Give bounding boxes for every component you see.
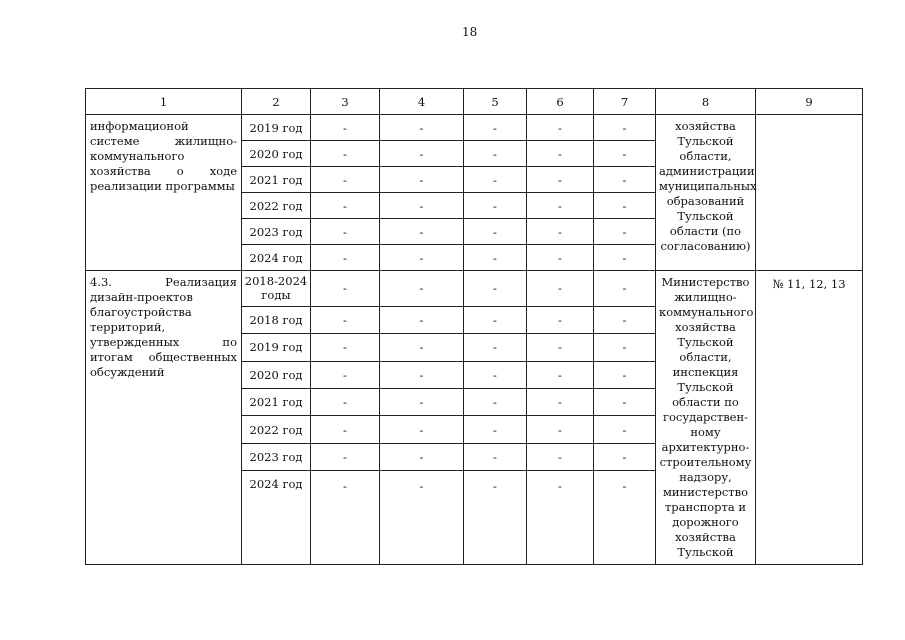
column-header: 8 — [656, 89, 756, 115]
column-header: 7 — [594, 89, 656, 115]
responsible-executors: Министерство жилищно-коммунального хозяйства Тульской области, инспекция Тульской области по государствен-ному архитектурно-строительному надзору, министерство транспорта и дорожного хозяйства Тульской — [656, 271, 756, 565]
year-cell: 2024 год — [242, 245, 311, 271]
value-cell: - — [311, 245, 380, 271]
value-cell: - — [311, 306, 380, 333]
program-table — [85, 88, 863, 565]
year-cell: 2019 год — [242, 115, 311, 141]
indicators-cell: № 11, 12, 13 — [756, 271, 863, 565]
value-cell: - — [311, 193, 380, 219]
value-cell: - — [380, 141, 464, 167]
responsible-executors: хозяйства Тульской области, администрации муниципальных образований Тульской области (по согласованию) — [656, 115, 756, 271]
column-header: 5 — [464, 89, 527, 115]
value-cell: - — [380, 193, 464, 219]
value-cell: - — [311, 361, 380, 388]
value-cell: - — [311, 443, 380, 470]
year-cell: 2022 год — [242, 416, 311, 443]
year-cell: 2020 год — [242, 141, 311, 167]
value-cell: - — [311, 416, 380, 443]
value-cell: - — [527, 167, 594, 193]
year-cell: 2018 год — [242, 306, 311, 333]
value-cell: - — [464, 193, 527, 219]
value-cell: - — [594, 416, 656, 443]
event-description: 4.3. Реализация дизайн-проектов благоустройства территорий, утвержденных по итогам общественных обсуждений — [86, 271, 242, 565]
year-cell: 2020 год — [242, 361, 311, 388]
value-cell: - — [380, 416, 464, 443]
table-row — [86, 271, 863, 307]
value-cell: - — [594, 334, 656, 361]
column-header: 2 — [242, 89, 311, 115]
value-cell: - — [464, 167, 527, 193]
value-cell: - — [594, 271, 656, 307]
value-cell: - — [464, 471, 527, 565]
value-cell: - — [464, 416, 527, 443]
value-cell: - — [464, 443, 527, 470]
value-cell: - — [311, 167, 380, 193]
column-header: 9 — [756, 89, 863, 115]
value-cell: - — [594, 471, 656, 565]
year-cell: 2018-2024 годы — [242, 271, 311, 307]
year-cell: 2023 год — [242, 219, 311, 245]
value-cell: - — [380, 471, 464, 565]
value-cell: - — [527, 115, 594, 141]
year-cell: 2024 год — [242, 471, 311, 565]
value-cell: - — [527, 245, 594, 271]
value-cell: - — [380, 271, 464, 307]
value-cell: - — [464, 271, 527, 307]
value-cell: - — [464, 141, 527, 167]
value-cell: - — [594, 361, 656, 388]
value-cell: - — [527, 361, 594, 388]
value-cell: - — [380, 306, 464, 333]
value-cell: - — [527, 193, 594, 219]
column-header: 1 — [86, 89, 242, 115]
value-cell: - — [527, 141, 594, 167]
value-cell: - — [527, 443, 594, 470]
value-cell: - — [527, 388, 594, 415]
value-cell: - — [594, 443, 656, 470]
value-cell: - — [527, 471, 594, 565]
value-cell: - — [311, 141, 380, 167]
value-cell: - — [594, 167, 656, 193]
value-cell: - — [594, 193, 656, 219]
value-cell: - — [594, 306, 656, 333]
value-cell: - — [594, 141, 656, 167]
value-cell: - — [380, 245, 464, 271]
value-cell: - — [527, 271, 594, 307]
value-cell: - — [464, 115, 527, 141]
value-cell: - — [311, 334, 380, 361]
value-cell: - — [464, 334, 527, 361]
value-cell: - — [594, 388, 656, 415]
value-cell: - — [311, 271, 380, 307]
value-cell: - — [527, 219, 594, 245]
year-cell: 2021 год — [242, 167, 311, 193]
value-cell: - — [380, 361, 464, 388]
year-cell: 2019 год — [242, 334, 311, 361]
header-row — [86, 89, 863, 115]
value-cell: - — [380, 388, 464, 415]
value-cell: - — [311, 219, 380, 245]
column-header: 4 — [380, 89, 464, 115]
table-row — [86, 115, 863, 141]
value-cell: - — [464, 388, 527, 415]
value-cell: - — [527, 306, 594, 333]
value-cell: - — [527, 334, 594, 361]
column-header: 6 — [527, 89, 594, 115]
value-cell: - — [311, 388, 380, 415]
year-cell: 2021 год — [242, 388, 311, 415]
page-number: 18 — [462, 25, 478, 39]
value-cell: - — [464, 306, 527, 333]
value-cell: - — [464, 219, 527, 245]
value-cell: - — [464, 245, 527, 271]
value-cell: - — [380, 334, 464, 361]
indicators-cell — [756, 115, 863, 271]
value-cell: - — [594, 219, 656, 245]
value-cell: - — [594, 115, 656, 141]
value-cell: - — [311, 471, 380, 565]
year-cell: 2023 год — [242, 443, 311, 470]
event-description: информационой системе жилищно-коммунального хозяйства о ходе реализации программы — [86, 115, 242, 271]
value-cell: - — [464, 361, 527, 388]
value-cell: - — [380, 443, 464, 470]
value-cell: - — [380, 115, 464, 141]
year-cell: 2022 год — [242, 193, 311, 219]
value-cell: - — [527, 416, 594, 443]
value-cell: - — [311, 115, 380, 141]
value-cell: - — [380, 219, 464, 245]
column-header: 3 — [311, 89, 380, 115]
value-cell: - — [594, 245, 656, 271]
value-cell: - — [380, 167, 464, 193]
